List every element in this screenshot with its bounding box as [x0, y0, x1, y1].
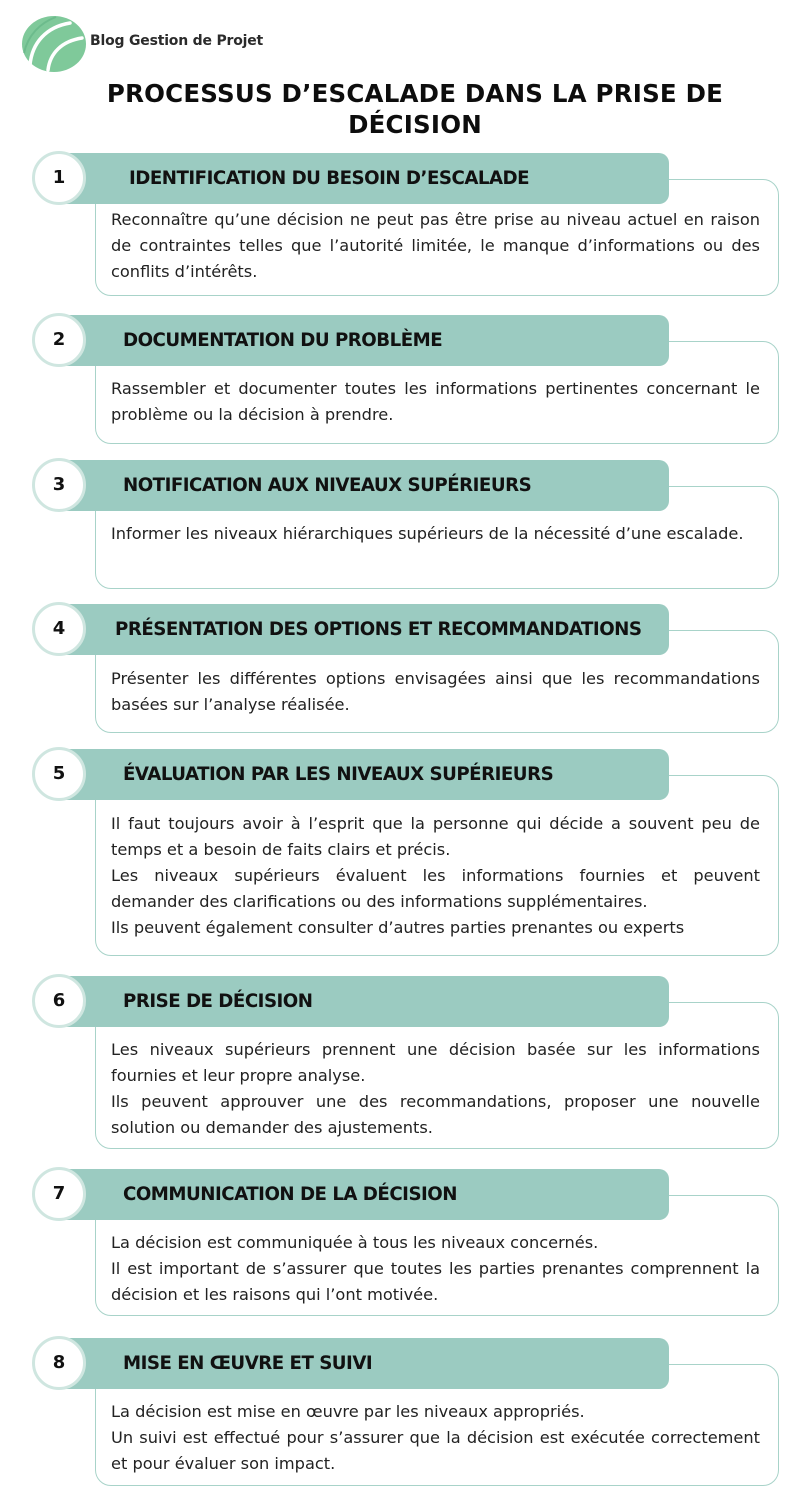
- brand-name[interactable]: Blog Gestion de Projet: [90, 33, 264, 49]
- step-3-description: [111, 521, 760, 547]
- step-8-number: 8: [32, 1336, 86, 1390]
- step-8-title: MISE EN ŒUVRE ET SUIVI: [123, 1353, 373, 1374]
- step-1-description: [111, 207, 760, 285]
- step-paragraph: La décision est communiquée à tous les niveaux concernés.: [111, 1233, 599, 1252]
- step-paragraph: Présenter les différentes options envisagées ainsi que les recommandations basées sur l’analyse réalisée.: [111, 669, 760, 714]
- step-paragraph: La décision est mise en œuvre par les niveaux appropriés.: [111, 1402, 585, 1421]
- step-6-number: 6: [32, 974, 86, 1028]
- step-5-number: 5: [32, 747, 86, 801]
- step-1-header-bar: [58, 153, 669, 204]
- step-5-description: [111, 811, 760, 941]
- step-paragraph: Il est important de s’assurer que toutes les parties prenantes comprennent la décision et les raisons qui l’ont motivée.: [111, 1259, 760, 1304]
- step-1-title: IDENTIFICATION DU BESOIN D’ESCALADE: [129, 168, 530, 189]
- step-5-header-bar: [58, 749, 669, 800]
- step-7-description: [111, 1230, 760, 1308]
- step-3-number: 3: [32, 458, 86, 512]
- step-4-title: PRÉSENTATION DES OPTIONS ET RECOMMANDATIONS: [115, 619, 642, 640]
- step-4-number: 4: [32, 602, 86, 656]
- step-paragraph: Les niveaux supérieurs prennent une décision basée sur les informations fournies et leur propre analyse.: [111, 1040, 760, 1085]
- step-paragraph: Informer les niveaux hiérarchiques supérieurs de la nécessité d’une escalade.: [111, 524, 744, 543]
- page-title: PROCESSUS D’ESCALADE DANS LA PRISE DE DÉCISION: [106, 79, 724, 139]
- step-6-header-bar: [58, 976, 669, 1027]
- step-3-header-bar: [58, 460, 669, 511]
- step-8-description: [111, 1399, 760, 1477]
- step-paragraph: Un suivi est effectué pour s’assurer que la décision est exécutée correctement et pour évaluer son impact.: [111, 1428, 760, 1473]
- step-2-description: [111, 376, 760, 428]
- step-6-description: [111, 1037, 760, 1141]
- step-paragraph: Ils peuvent également consulter d’autres parties prenantes ou experts: [111, 918, 685, 937]
- step-7-number: 7: [32, 1167, 86, 1221]
- step-paragraph: Ils peuvent approuver une des recommandations, proposer une nouvelle solution ou demander des ajustements.: [111, 1092, 760, 1137]
- step-paragraph: Rassembler et documenter toutes les informations pertinentes concernant le problème ou la décision à prendre.: [111, 379, 760, 424]
- step-6-title: PRISE DE DÉCISION: [123, 991, 313, 1012]
- step-paragraph: Reconnaître qu’une décision ne peut pas être prise au niveau actuel en raison de contraintes telles que l’autorité limitée, le manque d’informations ou des conflits d’intérêts.: [111, 210, 760, 281]
- step-5-title: ÉVALUATION PAR LES NIVEAUX SUPÉRIEURS: [123, 764, 554, 785]
- step-2-header-bar: [58, 315, 669, 366]
- step-7-title: COMMUNICATION DE LA DÉCISION: [123, 1184, 457, 1205]
- step-paragraph: Les niveaux supérieurs évaluent les informations fournies et peuvent demander des clarifications ou des informations supplémentaires.: [111, 866, 760, 911]
- step-2-title: DOCUMENTATION DU PROBLÈME: [123, 330, 443, 351]
- step-7-header-bar: [58, 1169, 669, 1220]
- step-4-description: [111, 666, 760, 718]
- step-2-number: 2: [32, 313, 86, 367]
- step-1-number: 1: [32, 151, 86, 205]
- step-4-header-bar: [58, 604, 669, 655]
- step-paragraph: Il faut toujours avoir à l’esprit que la personne qui décide a souvent peu de temps et a besoin de faits clairs et précis.: [111, 814, 760, 859]
- step-8-header-bar: [58, 1338, 669, 1389]
- blog-logo-icon: [20, 13, 86, 73]
- step-3-title: NOTIFICATION AUX NIVEAUX SUPÉRIEURS: [123, 475, 532, 496]
